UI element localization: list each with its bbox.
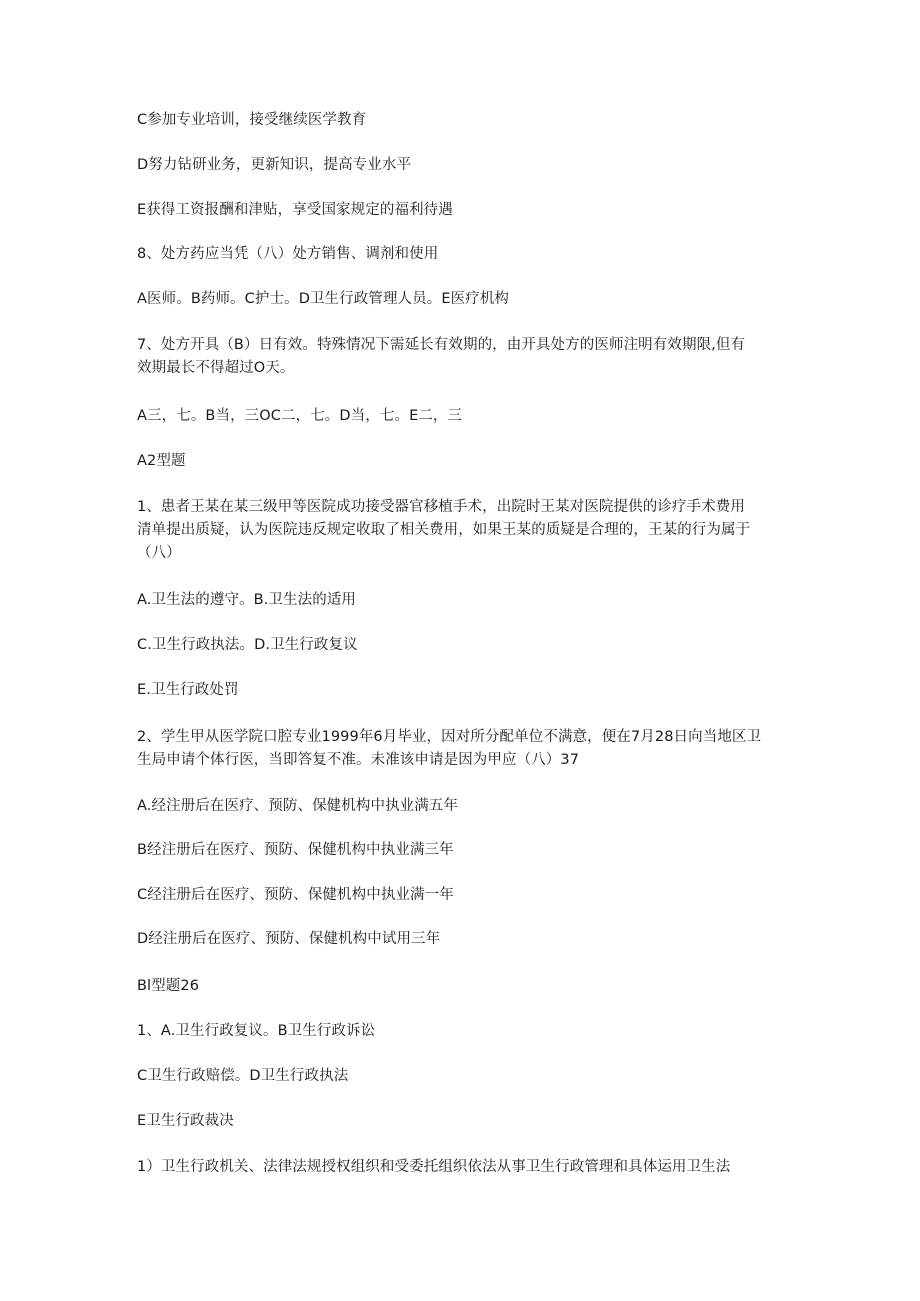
option-c-training: C参加专业培训，接受继续医学教育 [137, 112, 367, 128]
a2-question-2-line-2: 生局申请个体行医，当即答复不准。未准该申请是因为甲应（八）37 [137, 752, 580, 768]
question-8-options: A医师。B药师。C护士。D卫生行政管理人员。E医疗机构 [137, 291, 510, 307]
a2-question-1-options-cd: C.卫生行政执法。D.卫生行政复议 [137, 637, 358, 653]
question-7-line-1: 7、处方开具（B）日有效。特殊情况下需延长有效期的，由开具处方的医师注明有效期限,但有 [137, 337, 746, 353]
a2-question-2-option-d: D经注册后在医疗、预防、保健机构中试用三年 [137, 931, 441, 947]
a2-question-2-option-c: C经注册后在医疗、预防、保健机构中执业满一年 [137, 887, 454, 903]
b1-question-1-options-cd: C卫生行政赔偿。D卫生行政执法 [137, 1068, 349, 1084]
a2-question-1-line-2: 清单提出质疑，认为医院违反规定收取了相关费用，如果王某的质疑是合理的，王某的行为属于 [137, 522, 751, 538]
b1-subquestion-1: 1）卫生行政机关、法律法规授权组织和受委托组织依法从事卫生行政管理和具体运用卫生法 [137, 1159, 731, 1175]
option-e-salary: E获得工资报酬和津贴，享受国家规定的福利待遇 [137, 202, 453, 218]
b1-question-1-options-ab: 1、A.卫生行政复议。B卫生行政诉讼 [137, 1023, 376, 1039]
a2-question-1-option-e: E.卫生行政处罚 [137, 682, 239, 698]
section-heading-b1: Bl型题26 [137, 978, 200, 994]
a2-question-1-options-ab: A.卫生法的遵守。B.卫生法的适用 [137, 592, 357, 608]
b1-question-1-option-e: E卫生行政裁决 [137, 1113, 234, 1129]
a2-question-2-option-b: B经注册后在医疗、预防、保健机构中执业满三年 [137, 842, 454, 858]
question-7-line-2: 效期最长不得超过O天。 [137, 360, 295, 376]
section-heading-a2: A2型题 [137, 453, 186, 469]
question-7-options: A三，七。B当，三OC二，七。D当，七。E二，三 [137, 408, 463, 424]
a2-question-2-line-1: 2、学生甲从医学院口腔专业1999年6月毕业，因对所分配单位不满意，便在7月28日向当地区卫 [137, 729, 762, 745]
option-d-study: D努力钻研业务，更新知识，提高专业水平 [137, 157, 412, 173]
a2-question-1-line-3: （八） [137, 545, 181, 561]
question-8: 8、处方药应当凭（八）处方销售、调剂和使用 [137, 246, 439, 262]
a2-question-2-option-a: A.经注册后在医疗、预防、保健机构中执业满五年 [137, 798, 459, 814]
a2-question-1-line-1: 1、患者王某在某三级甲等医院成功接受器官移植手术，出院时王某对医院提供的诊疗手术费用 [137, 499, 745, 515]
